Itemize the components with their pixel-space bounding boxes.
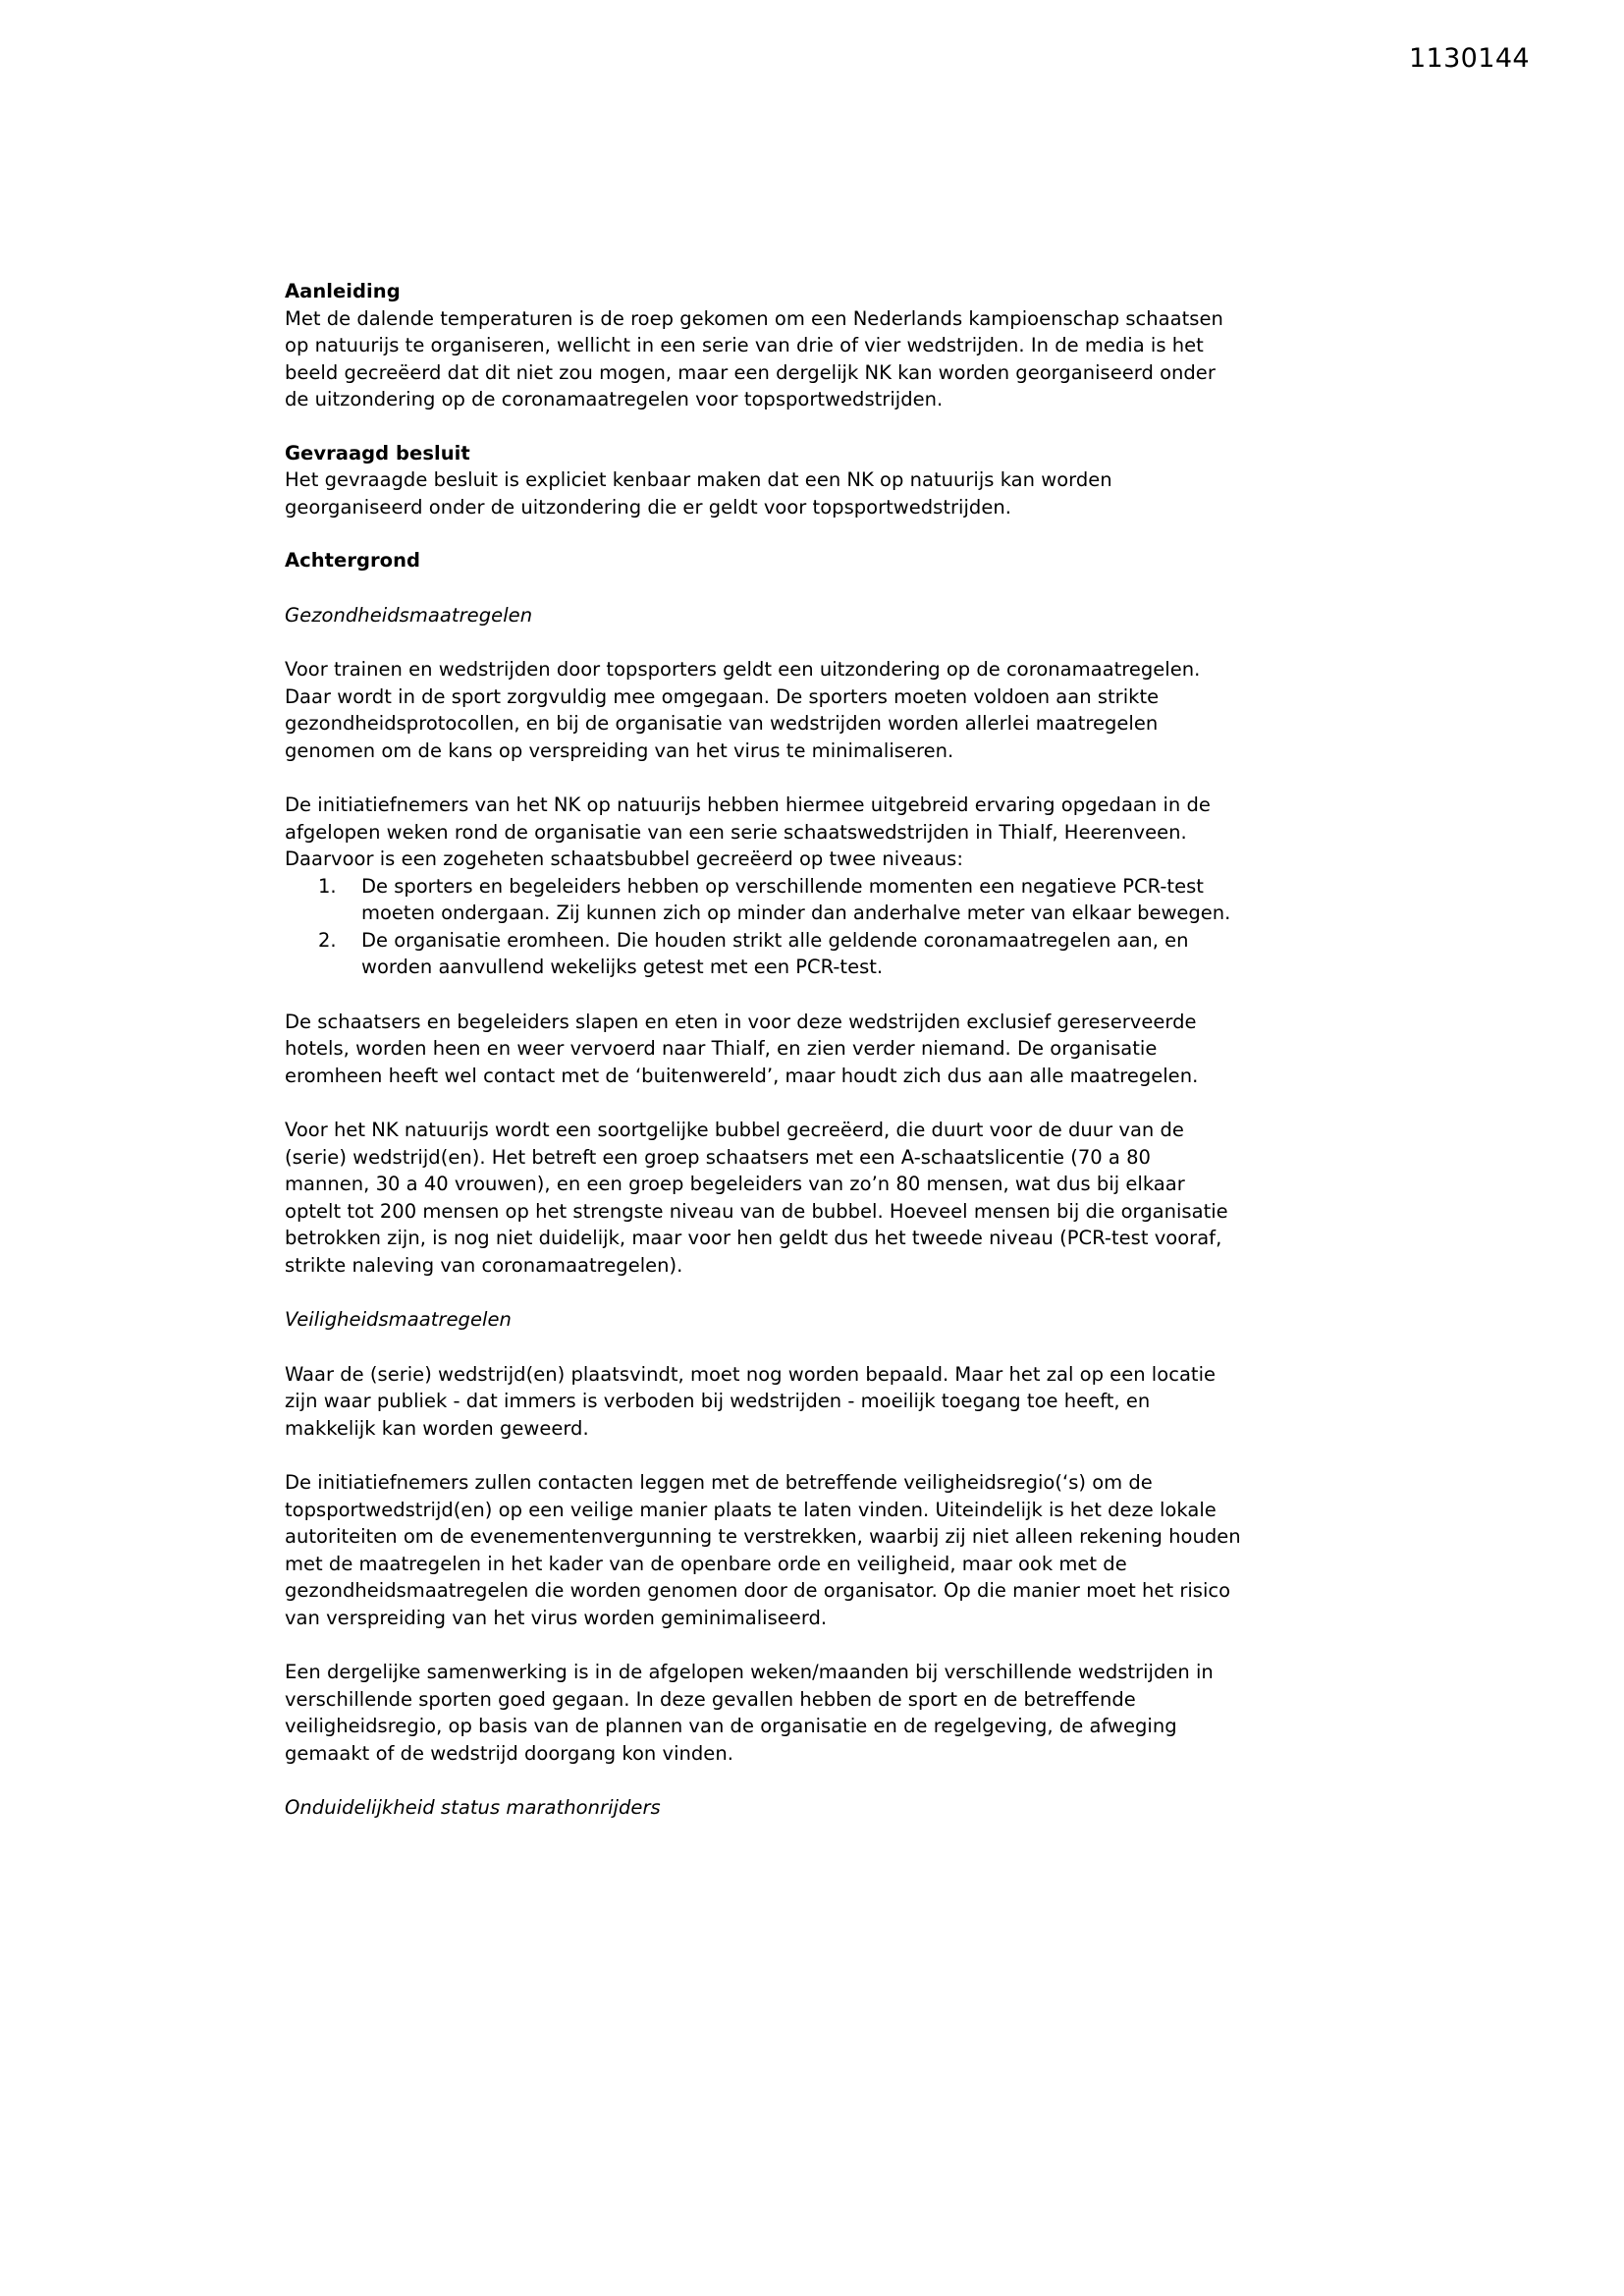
- text-line: betrokken zijn, is nog niet duidelijk, maar voor hen geldt dus het tweede niveau (PCR-test vooraf,: [285, 1227, 1222, 1249]
- text-line: zijn waar publiek - dat immers is verboden bij wedstrijden - moeilijk toegang toe heeft, en: [285, 1390, 1151, 1412]
- spacer: [285, 520, 1365, 547]
- text-line: (serie) wedstrijd(en). Het betreft een groep schaatsers met een A-schaatslicentie (70 a 80: [285, 1145, 1151, 1169]
- text-line: De schaatsers en begeleiders slapen en eten in voor deze wedstrijden exclusief gereserveerde: [285, 1010, 1197, 1033]
- text-line: mannen, 30 a 40 vrouwen), en een groep begeleiders van zo’n 80 mensen, wat dus bij elkaar: [285, 1173, 1185, 1195]
- text-line: De initiatiefnemers zullen contacten leggen met de betreffende veiligheidsregio(‘s) om de: [285, 1471, 1153, 1494]
- spacer: [285, 1334, 1365, 1361]
- text-line: Een dergelijke samenwerking is in de afgelopen weken/maanden bij verschillende wedstrijden in: [285, 1661, 1214, 1683]
- text-line: beeld gecreëerd dat dit niet zou mogen, maar een dergelijk NK kan worden georganiseerd onder: [285, 360, 1216, 384]
- paragraph-veiligheid-2: [285, 1469, 1365, 1631]
- text-line: autoriteiten om de evenementenvergunning te verstrekken, waarbij zij niet alleen rekening houden: [285, 1525, 1241, 1548]
- list-item-number: 1.: [318, 874, 337, 898]
- document-reference-number: 1130144: [1408, 43, 1530, 74]
- paragraph-gezondheid-1: [285, 656, 1365, 764]
- document-body: [285, 278, 1365, 1822]
- text-line: makkelijk kan worden geweerd.: [285, 1416, 589, 1440]
- spacer: [285, 574, 1365, 602]
- heading-achtergrond: Achtergrond: [285, 549, 421, 572]
- text-line: Met de dalende temperaturen is de roep gekomen om een Nederlands kampioenschap schaatsen: [285, 306, 1223, 330]
- text-line: gezondheidsprotocollen, en bij de organisatie van wedstrijden worden allerlei maatregelen: [285, 712, 1159, 735]
- text-line: worden aanvullend wekelijks getest met een PCR-test.: [361, 956, 884, 978]
- text-line: moeten ondergaan. Zij kunnen zich op minder dan anderhalve meter van elkaar bewegen.: [361, 902, 1231, 924]
- text-line: Het gevraagde besluit is expliciet kenbaar maken dat een NK op natuurijs kan worden: [285, 468, 1112, 491]
- text-line: Voor trainen en wedstrijden door topsporters geldt een uitzondering op de coronamaatregelen.: [285, 658, 1201, 681]
- spacer: [285, 1767, 1365, 1794]
- text-line: veiligheidsregio, op basis van de plannen van de organisatie en de regelgeving, de afweging: [285, 1715, 1177, 1737]
- text-line: De sporters en begeleiders hebben op verschillende momenten een negatieve PCR-test: [361, 874, 1204, 898]
- text-line: gemaakt of de wedstrijd doorgang kon vinden.: [285, 1741, 733, 1765]
- text-line: eromheen heeft wel contact met de ‘buitenwereld’, maar houdt zich dus aan alle maatregelen.: [285, 1064, 1199, 1087]
- text-line: topsportwedstrijd(en) op een veilige manier plaats te laten vinden. Uiteindelijk is het deze lokale: [285, 1498, 1217, 1521]
- text-line: Daarvoor is een zogeheten schaatsbubbel gecreëerd op twee niveaus:: [285, 847, 963, 870]
- text-line: verschillende sporten goed gegaan. In deze gevallen hebben de sport en de betreffende: [285, 1687, 1136, 1711]
- paragraph-veiligheid-1: [285, 1361, 1365, 1443]
- text-line: de uitzondering op de coronamaatregelen voor topsportwedstrijden.: [285, 388, 944, 410]
- text-line: optelt tot 200 mensen op het strengste niveau van de bubbel. Hoeveel mensen bij die organisatie: [285, 1199, 1228, 1223]
- text-line: genomen om de kans op verspreiding van het virus te minimaliseren.: [285, 738, 954, 762]
- subheading-onduidelijkheid-status-marathonrijders: Onduidelijkheid status marathonrijders: [285, 1796, 661, 1819]
- spacer: [285, 1089, 1365, 1117]
- numbered-list-niveaus: [285, 873, 1365, 981]
- list-item-number: 2.: [318, 928, 337, 952]
- paragraph-veiligheid-3: [285, 1659, 1365, 1767]
- text-line: op natuurijs te organiseren, wellicht in een serie van drie of vier wedstrijden. In de media is het: [285, 334, 1204, 356]
- paragraph-gezondheid-4: [285, 1117, 1365, 1279]
- subheading-gezondheidsmaatregelen: Gezondheidsmaatregelen: [285, 603, 533, 627]
- subheading-veiligheidsmaatregelen: Veiligheidsmaatregelen: [285, 1308, 512, 1331]
- paragraph-aanleiding: [285, 305, 1365, 413]
- text-line: gezondheidsmaatregelen die worden genomen door de organisator. Op die manier moet het risico: [285, 1579, 1231, 1602]
- text-line: Waar de (serie) wedstrijd(en) plaatsvindt, moet nog worden bepaald. Maar het zal op een locatie: [285, 1362, 1217, 1386]
- text-line: van verspreiding van het virus worden geminimaliseerd.: [285, 1606, 828, 1629]
- spacer: [285, 1442, 1365, 1469]
- text-line: strikte naleving van coronamaatregelen).: [285, 1253, 683, 1277]
- spacer: [285, 629, 1365, 656]
- spacer: [285, 1279, 1365, 1306]
- spacer: [285, 764, 1365, 792]
- text-line: De organisatie eromheen. Die houden strikt alle geldende coronamaatregelen aan, en: [361, 928, 1189, 952]
- heading-aanleiding: Aanleiding: [285, 280, 401, 302]
- heading-gevraagd-besluit: Gevraagd besluit: [285, 441, 470, 465]
- text-line: Voor het NK natuurijs wordt een soortgelijke bubbel gecreëerd, die duurt voor de duur van de: [285, 1119, 1184, 1141]
- text-line: afgelopen weken rond de organisatie van een serie schaatswedstrijden in Thialf, Heerenveen.: [285, 820, 1187, 844]
- list-item: [285, 873, 1365, 927]
- paragraph-gevraagd-besluit: [285, 466, 1365, 520]
- text-line: hotels, worden heen en weer vervoerd naar Thialf, en zien verder niemand. De organisatie: [285, 1037, 1158, 1060]
- spacer: [285, 981, 1365, 1009]
- spacer: [285, 1631, 1365, 1659]
- text-line: Daar wordt in de sport zorgvuldig mee omgegaan. De sporters moeten voldoen aan strikte: [285, 684, 1160, 708]
- paragraph-gezondheid-2: [285, 792, 1365, 873]
- text-line: De initiatiefnemers van het NK op natuurijs hebben hiermee uitgebreid ervaring opgedaan in de: [285, 793, 1211, 816]
- paragraph-gezondheid-3: [285, 1009, 1365, 1090]
- list-item: [285, 927, 1365, 981]
- text-line: georganiseerd onder de uitzondering die er geldt voor topsportwedstrijden.: [285, 495, 1011, 519]
- text-line: met de maatregelen in het kader van de openbare orde en veiligheid, maar ook met de: [285, 1552, 1127, 1575]
- spacer: [285, 413, 1365, 440]
